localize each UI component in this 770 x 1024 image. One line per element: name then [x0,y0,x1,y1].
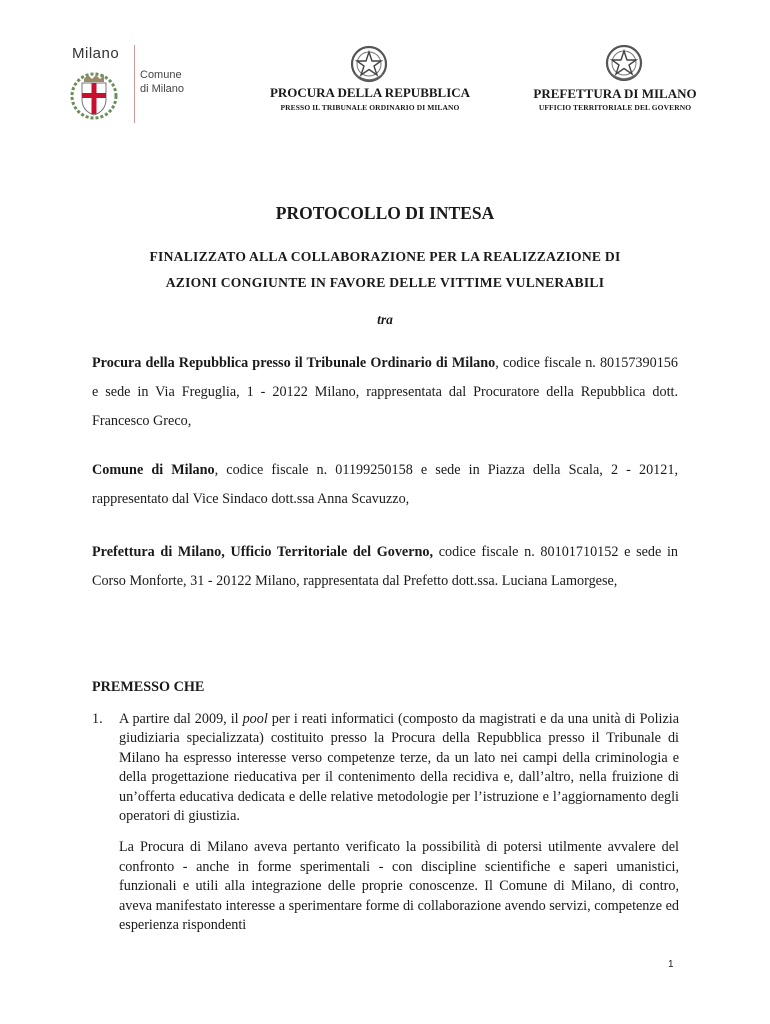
party-name: Comune di Milano [92,462,215,478]
list-item-paragraph-2: La Procura di Milano aveva pertanto verificato la possibilità di potersi utilmente avvalere del confronto - anche in forme sperimentali - con discipline scientifiche e saperi umanistici, funzionali e utili alla integrazione delle proprie conoscenze. Il Comune di Milano, di contro, aveva manifestato interesse a sperimentare forme di collaborazione avendo servizi, competenze ed esperienza rispondenti [119,839,679,934]
page-number: 1 [668,959,674,970]
logo-divider [134,45,135,123]
list-item-paragraph-1 [119,710,679,826]
subtitle-line-1: FINALIZZATO ALLA COLLABORAZIONE PER LA REALIZZAZIONE DI [149,249,621,264]
document-title: PROTOCOLLO DI INTESA [275,203,495,223]
procura-subtitle: PRESSO IL TRIBUNALE ORDINARIO DI MILANO [280,103,460,112]
italic-text: pool [242,711,268,727]
party-details: , codice fiscale n. 80157390156 e sede in Via Freguglia, 1 - 20122 Milano, rappresentata dal Procuratore della Repubblica dott. Francesco Greco, [92,355,678,429]
premesso-heading: PREMESSO CHE [92,679,205,695]
di-milano-line: di Milano [140,83,185,95]
prefettura-subtitle: UFFICIO TERRITORIALE DEL GOVERNO [538,103,692,112]
comune-di-milano-text [140,68,184,96]
party-details: , codice fiscale n. 01199250158 e sede in Piazza della Scala, 2 - 20121, rappresentato dal Vice Sindaco dott.ssa Anna Scavuzzo, [92,462,678,507]
comune-line: Comune [140,69,182,81]
text-span: per i reati informatici (composto da magistrati e da una unità di Polizia giudiziaria specializzata) costituito presso la Procura della Repubblica presso il Tribunale di Milano ha espresso interesse verso competenze terze, da un lato nei campi della criminologia e della progettazione rieducativa per il contenimento della recidiva e, dall’altro, nella fruizione di un’offerta educativa dedicata e delle relative metodologie per l’istruzione e l’aggiornamento degli operatori di giustizia. [119,711,679,825]
milano-logo-word: Milano [72,45,120,62]
party-name: Procura della Repubblica presso il Tribunale Ordinario di Milano [92,355,496,371]
party-details: codice fiscale n. 80101710152 e sede in Corso Monforte, 31 - 20122 Milano, rappresentata dal Prefetto dott.ssa. Luciana Lamorgese, [92,544,678,589]
party-name: Prefettura di Milano, Ufficio Territoriale del Governo, [92,544,434,560]
comune-di-milano-logo [64,45,204,125]
milano-crest-icon [70,71,118,121]
italian-republic-emblem-icon [349,44,389,84]
list-item [119,710,679,947]
list-item-number: 1. [92,711,103,727]
subtitle-line-2: AZIONI CONGIUNTE IN FAVORE DELLE VITTIME VULNERABILI [165,275,605,290]
between-word: tra [377,312,393,327]
italian-republic-emblem-icon [604,43,644,83]
procura-title: PROCURA DELLA REPUBBLICA [269,85,471,100]
prefettura-title: PREFETTURA DI MILANO [533,86,697,101]
party-comune [92,456,678,514]
document-subtitle [92,244,678,296]
text-span: A partire dal 2009, il [119,711,243,727]
party-procura [92,349,678,436]
party-prefettura [92,538,678,596]
